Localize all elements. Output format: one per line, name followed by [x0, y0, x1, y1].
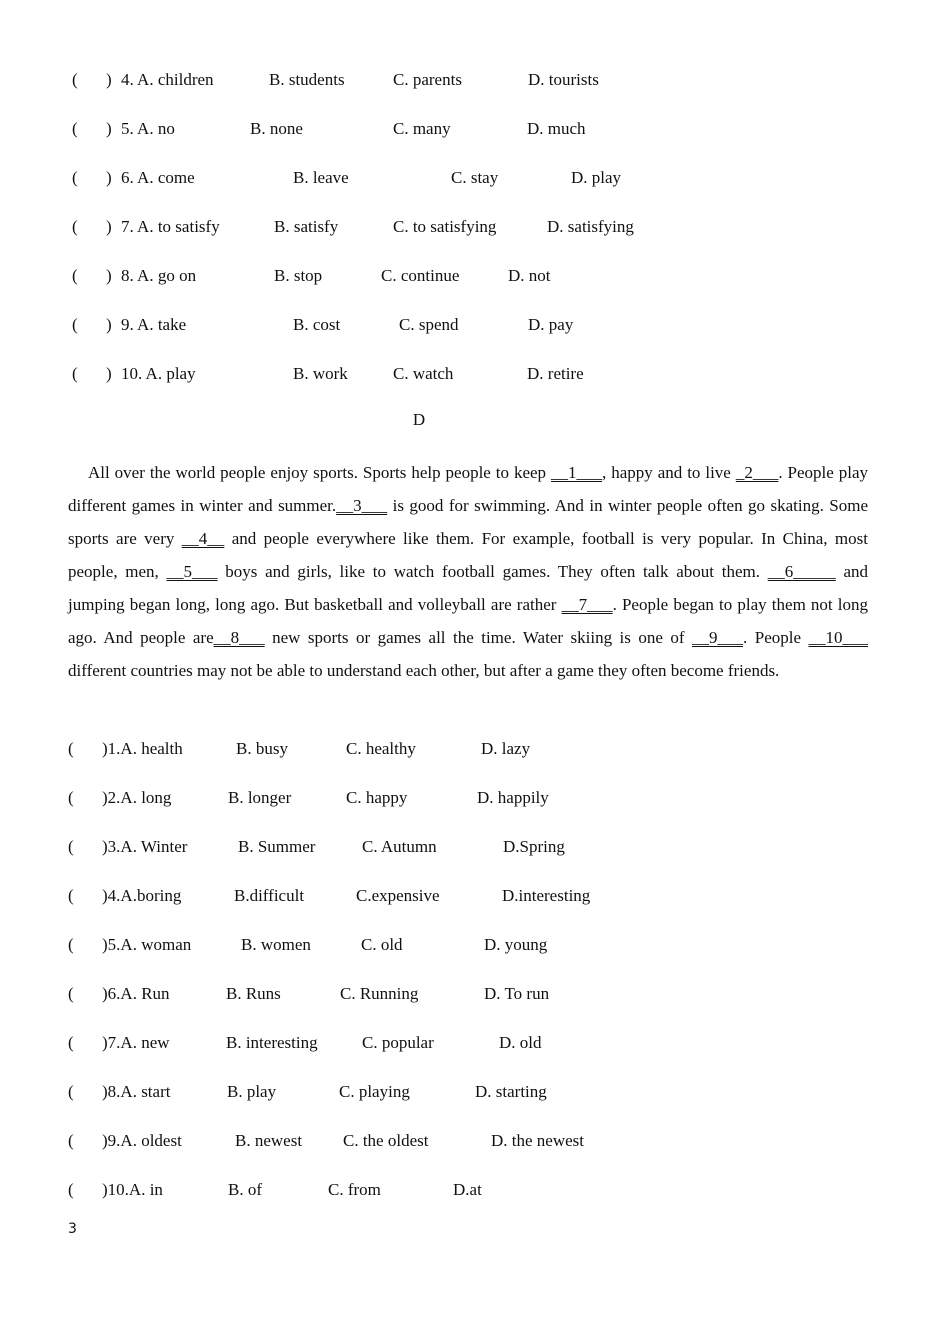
question-row: [0, 885, 900, 907]
question-option-a: )2.A. long: [102, 788, 172, 807]
passage-paragraph: [68, 456, 868, 687]
question-option-c: C. happy: [346, 788, 408, 807]
answer-paren-open[interactable]: (: [68, 886, 74, 905]
passage-text: new sports or games all the time. Water skiing is one of: [264, 628, 693, 647]
question-option-c: C.expensive: [356, 886, 440, 905]
answer-paren-open[interactable]: (: [72, 266, 78, 285]
answer-paren-open[interactable]: (: [68, 739, 74, 758]
blank-2[interactable]: _2___: [735, 463, 779, 482]
question-row: [0, 118, 900, 140]
passage-text: . People began to play them not long ago. And people are: [68, 595, 868, 647]
question-row: [0, 1130, 900, 1152]
question-option-d: D. happily: [477, 788, 549, 807]
question-row: [0, 836, 900, 858]
question-option-a: 10. A. play: [121, 364, 196, 383]
passage-text: and people everywhere like them. For example, football is very popular. In China, most people, men,: [68, 529, 868, 581]
question-option-b: B. Summer: [238, 837, 316, 856]
question-row: [0, 738, 900, 760]
answer-paren-open[interactable]: (: [68, 984, 74, 1003]
question-option-a: )8.A. start: [102, 1082, 171, 1101]
question-option-d: D. pay: [528, 315, 574, 334]
answer-paren-open[interactable]: (: [68, 1180, 74, 1199]
passage-text: , happy and to live: [602, 463, 736, 482]
question-option-d: D. young: [484, 935, 548, 954]
question-option-c: C. spend: [399, 315, 459, 334]
question-option-a: 6. A. come: [121, 168, 195, 187]
question-option-c: C. Autumn: [362, 837, 437, 856]
question-option-d: D. retire: [527, 364, 584, 383]
answer-paren-close: ): [106, 364, 112, 383]
question-option-b: B. interesting: [226, 1033, 318, 1052]
question-option-b: B. busy: [236, 739, 288, 758]
answer-paren-close: ): [106, 70, 112, 89]
question-option-b: B. students: [269, 70, 345, 89]
blank-1[interactable]: __1___: [551, 463, 603, 482]
question-option-d: D. starting: [475, 1082, 547, 1101]
question-row: [0, 1179, 900, 1201]
question-option-d: D.interesting: [502, 886, 591, 905]
answer-paren-open[interactable]: (: [72, 168, 78, 187]
question-option-c: C. Running: [340, 984, 419, 1003]
question-option-c: C. stay: [451, 168, 499, 187]
question-option-b: B. stop: [274, 266, 323, 285]
answer-paren-open[interactable]: (: [72, 315, 78, 334]
question-option-a: )7.A. new: [102, 1033, 170, 1052]
answer-paren-open[interactable]: (: [68, 837, 74, 856]
question-option-a: )1.A. health: [102, 739, 183, 758]
answer-paren-open[interactable]: (: [72, 70, 78, 89]
question-option-d: D.at: [453, 1180, 482, 1199]
answer-paren-open[interactable]: (: [68, 935, 74, 954]
question-row: [0, 934, 900, 956]
question-option-a: )6.A. Run: [102, 984, 170, 1003]
question-option-d: D. tourists: [528, 70, 599, 89]
answer-paren-open[interactable]: (: [68, 788, 74, 807]
question-option-c: C. playing: [339, 1082, 410, 1101]
question-option-a: )9.A. oldest: [102, 1131, 182, 1150]
blank-5[interactable]: __5___: [166, 562, 218, 581]
question-option-b: B. none: [250, 119, 303, 138]
question-option-c: C. to satisfying: [393, 217, 497, 236]
question-row: [0, 1081, 900, 1103]
section-title: D: [412, 410, 426, 429]
question-row: [0, 265, 900, 287]
question-option-c: C. old: [361, 935, 403, 954]
passage-text: and jumping began long, long ago. But basketball and volleyball are rather: [68, 562, 868, 614]
answer-paren-close: ): [106, 119, 112, 138]
question-row: [0, 216, 900, 238]
question-option-c: C. continue: [381, 266, 460, 285]
question-option-c: C. the oldest: [343, 1131, 429, 1150]
question-option-c: C. watch: [393, 364, 454, 383]
question-option-b: B. leave: [293, 168, 349, 187]
answer-paren-close: ): [106, 315, 112, 334]
answer-paren-open[interactable]: (: [72, 364, 78, 383]
question-option-d: D. old: [499, 1033, 542, 1052]
passage-text: . People: [743, 628, 809, 647]
question-option-b: B. Runs: [226, 984, 281, 1003]
question-option-b: B. newest: [235, 1131, 303, 1150]
question-option-d: D. satisfying: [547, 217, 634, 236]
question-option-b: B. satisfy: [274, 217, 339, 236]
question-option-d: D. lazy: [481, 739, 531, 758]
question-row: [0, 167, 900, 189]
question-option-a: )3.A. Winter: [102, 837, 188, 856]
question-option-d: D. much: [527, 119, 586, 138]
answer-paren-close: ): [106, 168, 112, 187]
question-option-c: C. healthy: [346, 739, 416, 758]
blank-10[interactable]: __10___: [808, 628, 868, 647]
question-option-a: )5.A. woman: [102, 935, 192, 954]
blank-4[interactable]: __4__: [181, 529, 225, 548]
blank-9[interactable]: __9___: [692, 628, 744, 647]
question-row: [0, 314, 900, 336]
question-option-a: 8. A. go on: [121, 266, 197, 285]
answer-paren-open[interactable]: (: [72, 119, 78, 138]
question-option-c: C. from: [328, 1180, 381, 1199]
question-option-d: D. the newest: [491, 1131, 585, 1150]
question-option-d: D.Spring: [503, 837, 565, 856]
question-option-a: 4. A. children: [121, 70, 214, 89]
question-option-b: B. cost: [293, 315, 341, 334]
question-option-c: C. parents: [393, 70, 462, 89]
question-option-d: D. play: [571, 168, 622, 187]
question-option-a: 7. A. to satisfy: [121, 217, 220, 236]
passage-text: is good for swimming. And in winter people often go skating. Some sports are very: [68, 496, 869, 548]
question-option-b: B. women: [241, 935, 311, 954]
passage-text: . People play different games in winter and summer.: [68, 463, 868, 515]
question-option-c: C. popular: [362, 1033, 434, 1052]
question-option-b: B. play: [227, 1082, 277, 1101]
question-option-d: D. not: [508, 266, 551, 285]
question-option-d: D. To run: [484, 984, 550, 1003]
answer-paren-open[interactable]: (: [68, 1082, 74, 1101]
answer-paren-close: ): [106, 266, 112, 285]
question-option-a: )4.A.boring: [102, 886, 182, 905]
blank-8[interactable]: __8___: [213, 628, 265, 647]
blank-3[interactable]: __3___: [336, 496, 388, 515]
answer-paren-close: ): [106, 217, 112, 236]
question-row: [0, 787, 900, 809]
blank-7[interactable]: __7___: [561, 595, 613, 614]
question-option-b: B. longer: [228, 788, 292, 807]
question-option-b: B. work: [293, 364, 348, 383]
question-option-a: 9. A. take: [121, 315, 187, 334]
question-row: [0, 69, 900, 91]
passage-text: All over the world people enjoy sports. Sports help people to keep: [88, 463, 552, 482]
question-option-b: B.difficult: [234, 886, 305, 905]
question-row: [0, 363, 900, 385]
question-row: [0, 983, 900, 1005]
passage-text: different countries may not be able to understand each other, but after a game they often become friends.: [68, 661, 780, 680]
question-option-a: 5. A. no: [121, 119, 175, 138]
question-option-a: )10.A. in: [102, 1180, 163, 1199]
question-option-c: C. many: [393, 119, 451, 138]
answer-paren-open[interactable]: (: [68, 1131, 74, 1150]
answer-paren-open[interactable]: (: [68, 1033, 74, 1052]
page-number: 3: [68, 1221, 77, 1237]
answer-paren-open[interactable]: (: [72, 217, 78, 236]
question-option-b: B. of: [228, 1180, 262, 1199]
blank-6[interactable]: __6_____: [767, 562, 836, 581]
question-row: [0, 1032, 900, 1054]
passage-text: boys and girls, like to watch football games. They often talk about them.: [217, 562, 768, 581]
